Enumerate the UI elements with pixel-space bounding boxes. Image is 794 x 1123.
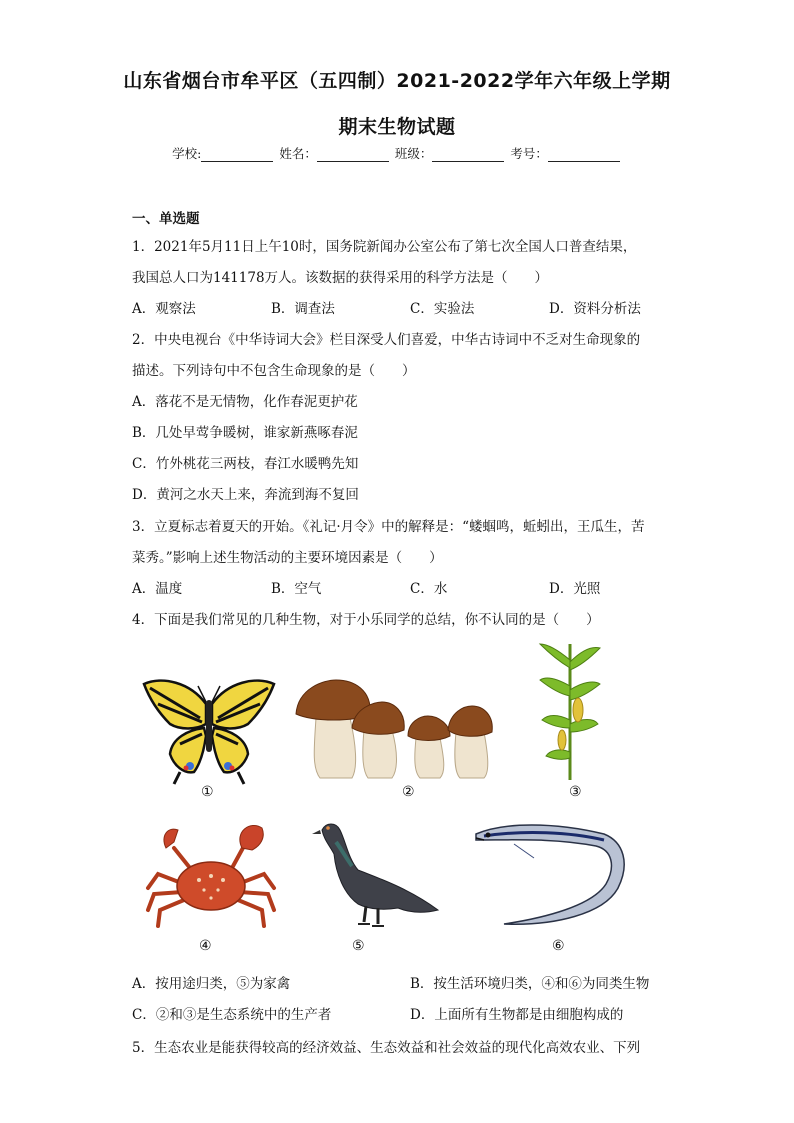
q4-stem-line1: 4．下面是我们常见的几种生物，对于小乐同学的总结，你不认同的是（ ） <box>132 612 600 628</box>
q1-option-c[interactable]: C．实验法 <box>410 301 475 317</box>
q2-option-b[interactable]: B．几处早莺争暖树，谁家新燕啄春泥 <box>132 425 358 441</box>
exam-no-blank[interactable] <box>548 149 620 162</box>
q1-option-d[interactable]: D．资料分析法 <box>549 301 641 317</box>
crab-image <box>144 818 278 930</box>
q4-option-d[interactable]: D．上面所有生物都是由细胞构成的 <box>410 1007 624 1023</box>
figure-label-1: ① <box>201 784 214 800</box>
name-label: 姓名： <box>279 146 317 161</box>
class-blank[interactable] <box>432 149 504 162</box>
q1-option-b[interactable]: B．调查法 <box>271 301 335 317</box>
q5-stem-line1: 5．生态农业是能获得较高的经济效益、生态效益和社会效益的现代化高效农业、下列 <box>132 1040 641 1056</box>
mushroom-image <box>294 678 494 780</box>
figure-label-2: ② <box>402 784 415 800</box>
q3-option-c[interactable]: C．水 <box>410 581 448 597</box>
q2-stem-line1: 2．中央电视台《中华诗词大会》栏目深受人们喜爱，中华古诗词中不乏对生命现象的 <box>132 332 641 348</box>
section-title: 一、单选题 <box>132 211 200 227</box>
student-info-row <box>0 144 794 162</box>
q1-stem-line1: 1．2021年5月11日上午10时，国务院新闻办公室公布了第七次全国人口普查结果， <box>132 239 637 255</box>
figure-label-5: ⑤ <box>352 938 365 954</box>
school-blank[interactable] <box>201 149 273 162</box>
q3-option-a[interactable]: A．温度 <box>132 581 183 597</box>
class-label: 班级： <box>394 146 433 161</box>
pigeon-image <box>312 818 440 930</box>
q4-option-a[interactable]: A．按用途归类，⑤为家禽 <box>132 976 291 992</box>
butterfly-image <box>140 674 278 786</box>
figure-label-3: ③ <box>569 784 582 800</box>
q2-option-a[interactable]: A．落花不是无情物，化作春泥更护花 <box>132 394 358 410</box>
q2-option-d[interactable]: D．黄河之水天上来，奔流到海不复回 <box>132 487 359 503</box>
name-blank[interactable] <box>317 149 389 162</box>
q3-option-b[interactable]: B．空气 <box>271 581 322 597</box>
exam-no-label: 考号： <box>510 146 548 161</box>
q4-option-b[interactable]: B．按生活环境归类，④和⑥为同类生物 <box>410 976 650 992</box>
q2-stem-line2: 描述。下列诗句中不包含生命现象的是（ ） <box>132 363 416 379</box>
q3-stem-line2: 菜秀。”影响上述生物活动的主要环境因素是（ ） <box>132 550 443 566</box>
q3-option-d[interactable]: D．光照 <box>549 581 601 597</box>
q2-option-c[interactable]: C．竹外桃花三两枝，春江水暖鸭先知 <box>132 456 359 472</box>
figure-label-4: ④ <box>199 938 212 954</box>
exam-title-line2: 期末生物试题 <box>338 116 456 138</box>
exam-title-line1: 山东省烟台市牟平区（五四制）2021-2022学年六年级上学期 <box>123 70 671 92</box>
hairtail-fish-image <box>474 818 632 930</box>
corn-plant-image <box>538 640 602 782</box>
school-label: 学校: <box>172 146 202 161</box>
q3-stem-line1: 3．立夏标志着夏天的开始。《礼记·月令》中的解释是：“蝼蝈鸣，蚯蚓出，王瓜生，苦 <box>132 519 645 535</box>
q1-option-a[interactable]: A．观察法 <box>132 301 196 317</box>
q1-stem-line2: 我国总人口为141178万人。该数据的获得采用的科学方法是（ ） <box>132 270 549 286</box>
figure-label-6: ⑥ <box>552 938 565 954</box>
q4-option-c[interactable]: C．②和③是生态系统中的生产者 <box>132 1007 332 1023</box>
